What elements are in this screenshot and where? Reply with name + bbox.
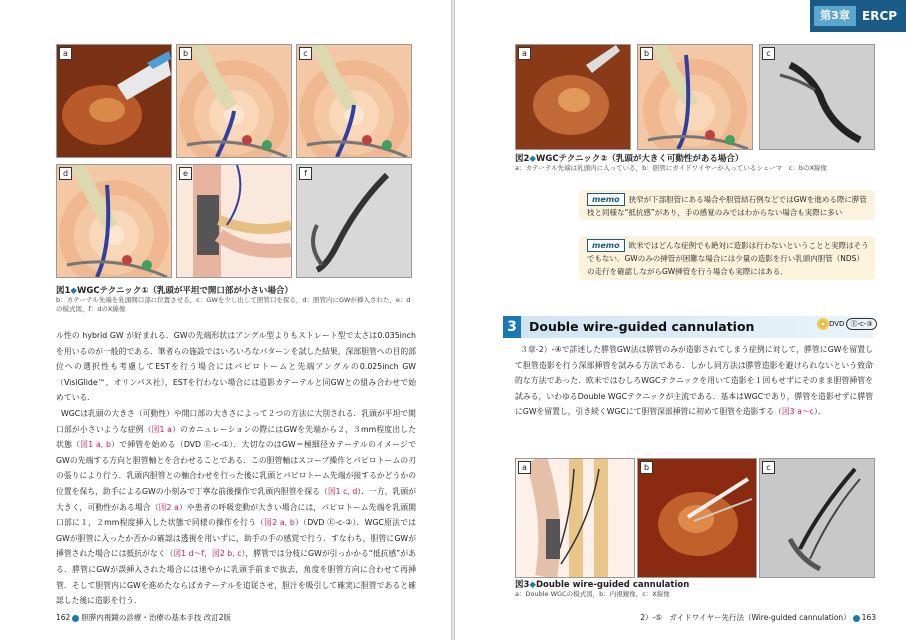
dvd-label: DVD — [829, 320, 845, 328]
memo-tag: memo — [587, 239, 625, 252]
endoscopic-image — [638, 459, 756, 577]
panel-label: b — [640, 461, 653, 474]
paragraph: ル性の hybrid GW が好まれる．GWの先端形状はアングル型よりもストレート型で太さは0.035inchを用いるのが一般的である．筆者らの施設ではいろいろなパターンを試した結果，深部胆管への目的部位への選択性も考慮してESTを行う場合にはパピロトームと先端アングルの0.025inch GW（VisiGlide™，オリンパス社），ESTを行わない場合には造影カテーテルと同GWとの組み合わせで始めている． — [56, 331, 416, 403]
dvd-badge[interactable] — [817, 318, 877, 330]
schematic-diagram — [177, 45, 291, 157]
left-page — [0, 0, 451, 640]
memo-text: 欧米ではどんな症例でも絶対に造影は行わないということと実際はそうでもない．GWのみの挿管が困難な場合には少量の造影を行い乳頭内胆管（NDS）の走行を確認しながらGW挿管を行う場合も実際にはある． — [587, 241, 869, 276]
chapter-title: ERCP — [862, 9, 898, 23]
figure-reference[interactable]: 図3 a〜c — [781, 407, 814, 417]
diamond-icon: ◆ — [70, 286, 77, 296]
bullet-icon — [72, 615, 79, 622]
panel-label: c — [299, 47, 312, 60]
memo-box-1 — [579, 190, 875, 220]
figure-number: 図2 — [515, 154, 530, 164]
panel-label: f — [299, 167, 312, 180]
fig2-subcaption: a：カテーテル先端は乳頭内に入っている，b：胆管にガイドワイヤーが入っているシェーマ c：bのX線像 — [515, 164, 827, 172]
fig3-caption — [515, 578, 689, 590]
panel-label: d — [59, 167, 72, 180]
figure-title: WGCテクニック①（乳頭が平坦で開口部が小さい場合） — [76, 286, 293, 296]
panel-label: e — [179, 167, 192, 180]
book-title: 胆膵内視鏡の診療・治療の基本手技 改訂2版 — [81, 613, 231, 622]
figure-number: 図3 — [515, 580, 530, 590]
figure-title: WGCテクニック②（乳頭が大きく可動性がある場合） — [535, 154, 744, 164]
memo-text: 狭窄が下部胆管にある場合や胆管結石例などではGWを進める際に膵管枝と同様な“抵抗感”があり，手の感覚のみではわからない場合も実際に多い — [587, 195, 867, 217]
fig3-panel-b — [637, 458, 757, 578]
panel-label: a — [518, 461, 531, 474]
figure-title: Double wire-guided cannulation — [535, 580, 690, 590]
memo-tag: memo — [587, 193, 625, 206]
figure-reference[interactable]: 図1 d〜f，図2 b, c — [173, 549, 242, 559]
dvd-disc-icon — [817, 318, 829, 330]
fig1-panel-c — [296, 44, 412, 158]
fig2-panel-a — [515, 44, 631, 150]
endoscopic-image — [57, 45, 171, 157]
figure-number: 図1 — [56, 286, 71, 296]
page-number: 163 — [861, 613, 876, 622]
figure-reference[interactable]: 図1 c, d — [327, 486, 358, 496]
panel-label: c — [762, 47, 775, 60]
fig1-panel-f — [296, 164, 412, 278]
chapter-tab — [810, 0, 906, 32]
memo-box-2 — [579, 236, 875, 280]
fig1-panel-b — [176, 44, 292, 158]
figure-reference[interactable]: 図2 a, b — [264, 518, 295, 528]
xray-image — [297, 165, 411, 277]
schematic-diagram — [297, 45, 411, 157]
schematic-diagram — [516, 459, 634, 577]
xray-image — [760, 45, 874, 149]
figure-reference[interactable]: 図2 a — [158, 502, 179, 512]
section-title: Double wire-guided cannulation — [529, 319, 755, 334]
panel-label: a — [59, 47, 72, 60]
dvd-code: Ⓔ-c-③ — [846, 318, 876, 330]
running-section-title: 2）-⑤ ガイドワイヤー先行法（Wire-guided cannulation） — [640, 613, 851, 622]
bullet-icon — [853, 615, 860, 622]
panel-label: c — [762, 461, 775, 474]
left-body-text: ル性の hybrid GW が好まれる．GWの先端形状はアングル型よりもストレート型で太さは0.035inchを用いるのが一般的である．筆者らの施設ではいろいろなパターンを試した結果，深部胆管への目的部位への選択性も考慮してESTを行う場合にはパピロトームと先端アングルの0.025inch GW（VisiGlide™，オリンパス社），ESTを行わない場合には造影カテーテルと同GWとの組み合わせで始めている． WGCは乳頭の大きさ（可動性）や開口部の大きさによって２つの方法に大別される．乳頭が平坦で開口部が小さいような症例（図1 a）のカニュレーションの際にはGWを先端から２，３mm程度出した状態（図1 a, b）で挿管を始める（DVD Ⓔ-c-①）．大切なのはGW＝極細径カテーテルのイメージでGWの先端する方向と胆管軸とを合わせることである．この胆管軸はスコープ操作とパピロトームの刃の張りにより行う．乳頭内胆管との軸合わせを行った後に乳頭とパピロトーム先端が接するかどうかの位置を保ち，助手によるGWの小刻みで丁寧な前後操作で乳頭内胆管を探る（図1 c, d）．一方，乳頭が大きく，可動性がある場合（図2 a）や患者の呼吸変動が大きい場合には，パピロトーム先端を乳頭開口部に１，２mm程度挿入した状態で同様の操作を行う（図2 a, b）（DVD Ⓔ-c-②）．WGC原法ではGWが胆管に入ったか否かの確認は透視を用いずに，助手の手の感覚で行う．すなわち，胆管にGWが挿管された場合には抵抗がなく（図1 d〜f，図2 b, c），膵管では分枝にGWが引っかかる“抵抗感”がある．膵管にGWが誤挿入された場合には速やかに乳頭手前まで抜去，角度を胆管方向に合わせて再挿管．そして胆管内にGWを進めたならばカテーテルを追従させ，胆汁を吸引して確実に胆管であると確認した後に造影を行う． — [56, 331, 417, 606]
chapter-number: 第3章 — [814, 6, 856, 26]
fig1-panel-d — [56, 164, 172, 278]
diamond-icon: ◆ — [529, 154, 536, 164]
fig1-panel-e — [176, 164, 292, 278]
fig3-panel-c — [759, 458, 875, 578]
fig1-caption — [56, 284, 293, 296]
panel-label: b — [179, 47, 192, 60]
figure-reference[interactable]: 図1 a, b — [80, 440, 111, 450]
fig2-caption — [515, 152, 743, 164]
fig1-subcaption: b：カテーテル先端を乳頭開口部に位置させる，c：GWを少し出して胆管口を探る，d：胆管内にGWが挿入された，e：dの模式図，f：dのX線像 — [56, 296, 411, 313]
right-page — [455, 0, 906, 640]
diamond-icon: ◆ — [529, 580, 536, 590]
fig1-panel-a — [56, 44, 172, 158]
right-body-text: ３章-2）-④で詳述した膵管GW法は膵管のみが造影されてしまう症例に対して，膵管にGWを留置して胆管造影を行う深部挿管を試みる方法である．しかし同方法は膵管造影を避けられないという致命的な方法であった．欧米ではむしろWGCテクニックを用いて造影を１回もせずにそのまま胆管挿管を試みる，いわゆるDouble WGCテクニックが主流である．基本はWGCであり，膵管を造影せずに膵管にGWを留置し，引き続くWGCにて胆管深部挿管に初めて胆管を造影する（図3 a〜c）． — [515, 345, 873, 417]
footer-left — [56, 612, 231, 623]
fig2-panel-c — [759, 44, 875, 150]
figure-reference[interactable]: 図1 a — [151, 424, 172, 434]
footer-right — [640, 612, 876, 623]
panel-label: a — [518, 47, 531, 60]
page-number: 162 — [56, 613, 71, 622]
fig3-subcaption: a：Double WGCの模式図，b：内視鏡像，c：X線像 — [515, 590, 670, 598]
endoscopic-image — [516, 45, 630, 149]
fig3-panel-a — [515, 458, 635, 578]
xray-image — [760, 459, 874, 577]
schematic-diagram — [177, 165, 291, 277]
panel-label: b — [640, 47, 653, 60]
schematic-diagram — [57, 165, 171, 277]
section-number: 3 — [503, 316, 521, 338]
schematic-diagram — [638, 45, 752, 149]
fig2-panel-b — [637, 44, 753, 150]
